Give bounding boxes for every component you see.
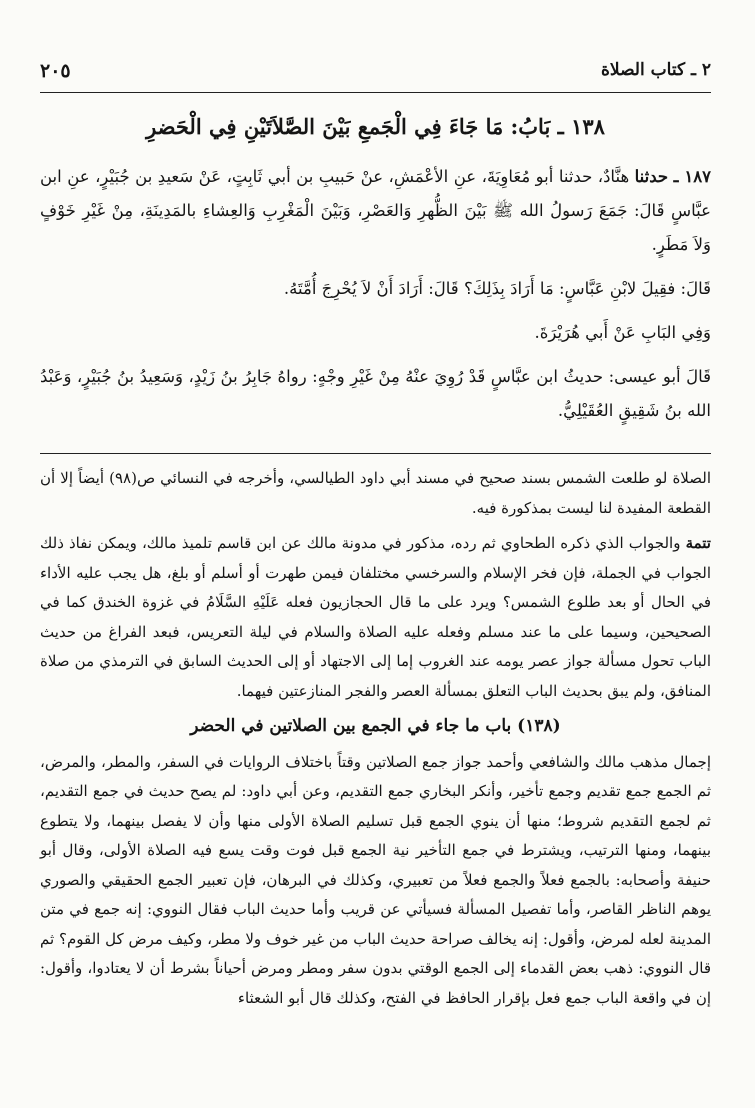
commentary [40, 464, 711, 1019]
page-header [40, 56, 711, 93]
hadith-body: هنَّادٌ، حدثنا أبو مُعَاوِيَةَ، عنِ الأعْمَشِ، عنْ حَبيبِ بن أبي ثَابِتٍ، عَنْ سَعيدِ بن جُبَيْرٍ، عنِ ابن عبَّاسٍ قَالَ: جَمَعَ رَسولُ الله ﷺ بَيْنَ الظُّهرِ وَالعَصْرِ، وَبَيْنَ الْمَغْرِبِ وَالعِشاءِ بالمَدِينَةِ، مِنْ غَيْرِ خَوْفٍ وَلاَ مَطَرٍ. [40, 167, 711, 254]
section-divider [40, 453, 711, 454]
hadith-text [40, 160, 711, 438]
commentary-paragraph-2-body: والجواب الذي ذكره الطحاوي ثم رده، مذكور في مدونة مالك عن ابن قاسم تلميذ مالك، ويمكن نفاذ ذلك الجواب في الجملة، فإن فخر الإسلام والسرخسي مختلفان فيمن طهرت أو أسلم أو بلغ، هل يجب عليه الأداء في الحال أو بعد طلوع الشمس؟ ويرد على ما قال الحجازيون فعله عَلَيْهِ السَّلَامُ في غزوة الخندق كما في الصحيحين، وسيما على ما عند مسلم وفعله عليه الصلاة والسلام في ليلة التعريس، فبعد الفراغ من حديث الباب تحول مسألة جواز عصر يومه عند الغروب إما إلى الاجتهاد أو إلى الحديث السابق في الترمذي من صلاة المنافق، ولم يبق بحديث الباب التعلق بمسألة العصر والفجر المنازعتين فيهما. [40, 534, 711, 700]
commentary-paragraph-3: إجمال مذهب مالك والشافعي وأحمد جواز جمع الصلاتين وقتاً باختلاف الروايات في السفر، والمطر، والمرض، ثم الجمع جمع تقديم وجمع تأخير، وأنكر البخاري جمع التقديم، وعن أبي داود: لم يصح حديث في جمع التقديم، ثم لجمع التقديم شروط؛ منها أن ينوي الجمع قبل تسليم الصلاة الأولى منها وأن لا يفصل بينهما، ولا يتطوع بينهما، ومنها الترتيب، ويشترط في جمع التأخير نية الجمع قبل فوت وقت يسع فيه الصلاة الأولى، وقال أبو حنيفة وأصحابه: بالجمع فعلاً والجمع فعلاً من تعبيري، وكذلك في البرهان، فإن تعبير الجمع الحقيقي والصوري يوهم الناظر القاصر، وأما تفصيل المسألة فسيأتي عن قريب وأما حديث الباب فقال النووي: إنه جمع في متن المدينة لعله لمرض، وأقول: إنه يخالف صراحة حديث الباب من غير خوف ولا مطر، وكيف مرض كل القوم؟ ثم قال النووي: ذهب بعض القدماء إلى الجمع الوقتي بدون سفر ومطر ومرض أحياناً بشرط أن لا يعتادوا، وأقول: إن في واقعة الباب جمع فعل بإقرار الحافظ في الفتح، وكذلك قال أبو الشعثاء [40, 752, 711, 1007]
chapter-title: ١٣٨ ـ بَابُ: مَا جَاءَ فِي الْجَمعِ بَيْنَ الصَّلاَتَيْنِ فِي الْحَضرِ [146, 114, 605, 139]
commentary-paragraph-1: الصلاة لو طلعت الشمس بسند صحيح في مسند أبي داود الطيالسي، وأخرجه في النسائي ص(٩٨) أيضاً إلا أن القطعة المفيدة لنا ليست بمذكورة فيه. [40, 469, 711, 517]
hadith-paragraph-4: قَالَ أبو عيسى: حديثُ ابن عبَّاسٍ قَدْ رُوِيَ عنْهُ مِنْ غَيْرِ وجْهٍ: رواهُ جَابِرُ بنُ زَيْدٍ، وَسَعِيدُ بنُ جُبَيْرٍ، وَعَبْدُ الله بنُ شَقِيقٍ العُقَيْلِيُّ. [40, 367, 711, 420]
narration-term: حدثنا [634, 167, 669, 186]
commentary-paragraph-2 [40, 529, 711, 706]
tatimma-term: تتمة [685, 534, 711, 552]
page-number: ٢٠٥ [40, 60, 71, 82]
hadith-paragraph-2: قَالَ: فقِيلَ لابْنِ عَبَّاسٍ: مَا أَرَادَ بِذَلِكَ؟ قَالَ: أَرَادَ أَنْ لاَ يُحْرِجَ أُمَّتَهُ. [283, 279, 711, 298]
hadith-number: ١٨٧ ـ [673, 167, 711, 186]
hadith-paragraph-1 [40, 160, 711, 262]
running-title: ٢ ـ كتاب الصلاة [601, 60, 711, 80]
hadith-paragraph-3: وَفِي البَابِ عَنْ أَبي هُرَيْرَةَ. [534, 323, 711, 342]
commentary-subtitle: (١٣٨) باب ما جاء في الجمع بين الصلاتين في الحضر [190, 716, 561, 736]
